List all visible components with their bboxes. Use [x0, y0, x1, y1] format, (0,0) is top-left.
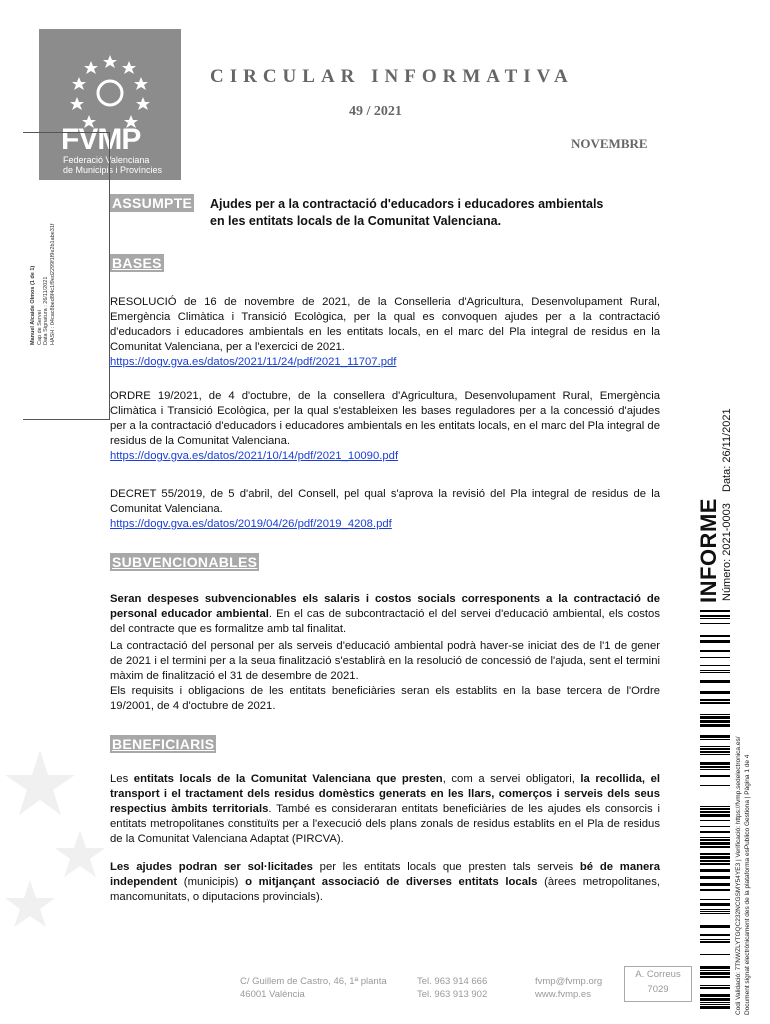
barcode-bar [700, 748, 730, 750]
bases-item-2-link[interactable]: https://dogv.gva.es/datos/2021/10/14/pdf/2021_10090.pdf [110, 450, 399, 462]
barcode-bar [700, 670, 730, 671]
barcode-bar [700, 1006, 730, 1009]
stamp-signed-note: Document signat electrònicament des de la plataforma esPublico Gestiona | Pàgina 1 de 4 [744, 754, 751, 1015]
stamp-date: Data: 26/11/2021 [721, 408, 733, 492]
barcode-bar [700, 842, 730, 845]
barcode-bar [700, 806, 730, 807]
document-title: CIRCULAR INFORMATIVA [210, 66, 574, 87]
beneficiaris-paragraph-1: Les entitats locals de la Comunitat Valenciana que presten, com a servei obligatori, la recollida, el transport i el tractament dels residus domèstics generats en les llars, comerços i serveis dels seus respectius àmbits territorials. També es consideraran entitats beneficiàries de les ajudes els consorcis i entitats metropolitanes constituïts per a l'execució dels plans zonals de residus establits en el Pla de residus de la Comunitat Valenciana Adaptat (PIRCVA). [110, 773, 660, 845]
barcode-bar [700, 657, 730, 658]
barcode-bar [700, 635, 730, 637]
barcode-bar [700, 735, 730, 738]
barcode-bar [700, 618, 730, 619]
barcode-bar [700, 939, 730, 940]
bases-item-3: DECRET 55/2019, de 5 d'abril, del Consell, pel qual s'aprova la revisió del Pla integral de residus de la Comunitat Valenciana. https://dogv.gva.es/datos/2019/04/26/pdf/2019_4208.pdf [110, 488, 660, 530]
barcode-bar [700, 762, 730, 765]
barcode-bar [700, 615, 730, 617]
barcode-bar [700, 972, 730, 975]
barcode-bar [700, 911, 730, 912]
barcode-bar [700, 739, 730, 740]
footer-email[interactable]: fvmp@fvmp.org [535, 976, 603, 987]
barcode-bar [700, 751, 730, 753]
barcode-bar [700, 754, 730, 755]
barcode-bar [700, 672, 730, 673]
barcode-bar [700, 998, 730, 1001]
subvencionables-paragraph-3: Els requisits i obligacions de les entitats beneficiàries seran els establits en la base tercera de l'Ordre 19/2001, de 4 d'octubre de 2021. [110, 685, 660, 712]
barcode-bar [700, 785, 730, 786]
barcode-bar [700, 691, 730, 694]
barcode-bar [700, 714, 730, 715]
barcode-bar [700, 1004, 730, 1005]
barcode [700, 610, 730, 1010]
barcode-bar [700, 846, 730, 848]
barcode-bar [700, 775, 730, 777]
barcode-bar [700, 869, 730, 872]
barcode-bar [700, 994, 730, 997]
barcode-bar [700, 720, 730, 723]
stars-emblem-icon [69, 53, 151, 133]
barcode-bar [700, 987, 730, 989]
barcode-bar [700, 883, 730, 886]
section-assumpte-label: ASSUMPTE [112, 195, 193, 211]
barcode-bar [700, 853, 730, 855]
barcode-bar [700, 716, 730, 719]
stamp-number: Número: 2021-0003 [721, 503, 733, 601]
barcode-bar [700, 860, 730, 862]
bases-item-2: ORDRE 19/2021, de 4 d'octubre, de la consellera d'Agricultura, Desenvolupament Rural, Emergència Climàtica i Transició Ecològica, per la qual s'estableixen les bases reguladores per a la concessió d'ajudes per a la contractació d'educadors i educadores ambientals en les entitats locals, en el marc del Pla integral de residus de la Comunitat Valenciana. https://dogv.gva.es/datos/2021/10/14/pdf/2021_10090.pdf [110, 390, 660, 462]
barcode-bar [700, 680, 730, 683]
barcode-bar [700, 899, 730, 900]
barcode-bar [700, 976, 730, 978]
footer-contact [535, 975, 602, 1001]
barcode-bar [700, 811, 730, 813]
registry-box: A. Correus 7029 [624, 966, 692, 1002]
barcode-bar [700, 954, 730, 955]
logo-acronym: FVMP [61, 123, 141, 156]
watermark-stars-icon [0, 740, 110, 970]
circular-number: 49 / 2021 [349, 104, 402, 119]
barcode-bar [700, 837, 730, 838]
barcode-bar [700, 665, 730, 666]
section-bases-label: BASES [112, 255, 162, 271]
barcode-bar [700, 970, 730, 971]
barcode-bar [700, 839, 730, 841]
beneficiaris-paragraph-2: Les ajudes podran ser sol·licitades per les entitats locals que presten tals serveis bé de manera independent (municipis) o mitjançant associació de diverses entitats locals (àrees metropolitanes, mancomunitats, o diputacions provincials). [110, 861, 660, 903]
barcode-bar [700, 863, 730, 865]
footer-web[interactable]: www.fvmp.es [535, 989, 591, 1000]
barcode-bar [700, 820, 730, 821]
barcode-bar [700, 941, 730, 943]
barcode-bar [700, 966, 730, 969]
assumpte-text: Ajudes per a la contractació d'educadors i educadores ambientals en les entitats locals de la Comunitat Valenciana. [210, 197, 604, 228]
circular-month: NOVEMBRE [571, 136, 648, 151]
bases-item-1: RESOLUCIÓ de 16 de novembre de 2021, de la Conselleria d'Agricultura, Desenvolupament Rural, Emergència Climàtica i Transició Ecològica, per la qual es convoquen ajudes per a la contractació d'educadors i educadores ambientals en les entitats locals, en el marc del Pla integral de residus en la Comunitat Valenciana, per a l'exercici de 2021. https://dogv.gva.es/datos/2021/11/24/pdf/2021_11707.pdf [110, 296, 660, 368]
barcode-bar [700, 769, 730, 770]
barcode-bar [700, 876, 730, 879]
section-beneficiaris-label: BENEFICIARIS [112, 736, 215, 752]
barcode-bar [700, 909, 730, 910]
footer-phones: Tel. 963 914 666 Tel. 963 913 902 [417, 976, 488, 1000]
stamp-doc-type: INFORME [696, 498, 721, 603]
barcode-bar [700, 766, 730, 768]
subvencionables-paragraph-1: Seran despeses subvencionables els salaris i costos socials corresponents a la contractació de personal educador ambiental. En el cas de subcontractació el del servei d'educació ambiental, els costos del contracte que es formalitze amb tal finalitat. [110, 593, 660, 635]
barcode-bar [700, 985, 730, 986]
barcode-bar [700, 650, 730, 652]
barcode-bar [700, 831, 730, 833]
barcode-bar [700, 913, 730, 914]
barcode-bar [700, 856, 730, 859]
signature-block: Manuel Alcaide Olmos (1 de 1) Cap de Servei Data Signatura : 26/11/2021 HASH : 04cac8bed8f4c1f9ed2299f1f9e2b1abe31f [30, 223, 56, 345]
logo-fullname: Federació Valenciana de Municipis i Províncies [63, 155, 163, 175]
barcode-bar [700, 808, 730, 810]
barcode-bar [700, 925, 730, 928]
barcode-bar [700, 934, 730, 936]
barcode-bar [700, 889, 730, 891]
barcode-bar [700, 640, 730, 643]
barcode-bar [700, 702, 730, 704]
footer-address: C/ Guillem de Castro, 46, 1ª planta 46001 València [240, 976, 387, 1000]
barcode-bar [700, 699, 730, 701]
stamp-verification: Codi Validació: 7TNWZLYTGQC232NCGSMY54YE3 | Verificació: https://fvmp.sedelectronica.es/ [735, 736, 742, 1015]
bases-item-1-link[interactable]: https://dogv.gva.es/datos/2021/11/24/pdf/2021_11707.pdf [110, 356, 397, 368]
barcode-bar [700, 610, 730, 612]
bases-item-3-link[interactable]: https://dogv.gva.es/datos/2019/04/26/pdf/2019_4208.pdf [110, 518, 392, 530]
section-subvencionables-label: SUBVENCIONABLES [112, 554, 258, 570]
barcode-bar [700, 724, 730, 727]
barcode-bar [700, 746, 730, 747]
barcode-bar [700, 1002, 730, 1003]
barcode-bar [700, 623, 730, 624]
barcode-bar [700, 826, 730, 827]
barcode-bar [700, 903, 730, 906]
barcode-bar [700, 814, 730, 817]
subvencionables-paragraph-2: La contractació del personal per als serveis d'educació ambiental podrà haver-se iniciat des de l'1 de gener de 2021 i el termini per a la seua finalització s'establirà en la resolució de concessió de l'ajuda, sent el termini màxim de finalització el 31 de desembre de 2021. [110, 640, 660, 682]
